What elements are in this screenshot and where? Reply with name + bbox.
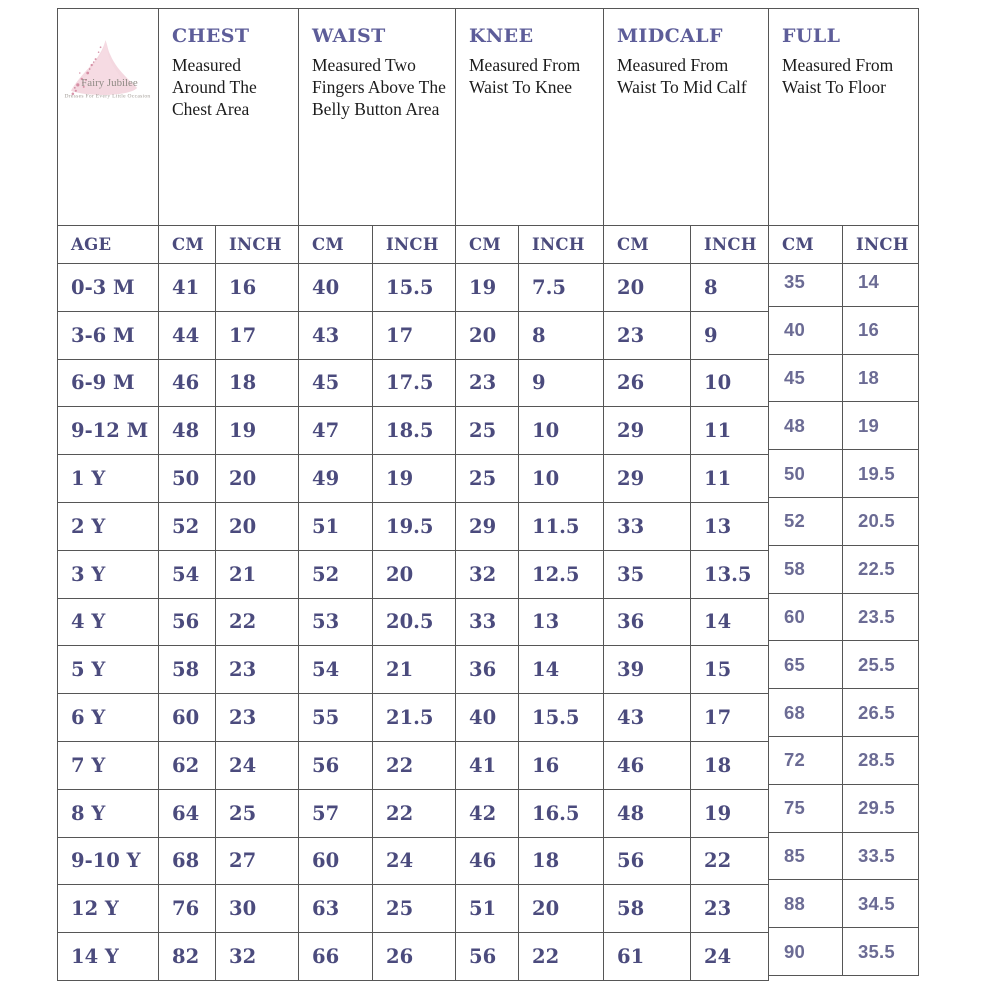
group-header-chest	[159, 9, 299, 226]
midcalf-cm-cell: 23	[604, 312, 691, 360]
full-cm-cell: 68	[769, 689, 843, 737]
chest-inch-cell: 19	[216, 407, 299, 455]
knee-inch-cell: 12.5	[519, 551, 604, 599]
age-cell: 14 Y	[58, 933, 159, 981]
chest-cm-cell: 54	[159, 551, 216, 599]
midcalf-cm-cell: 33	[604, 503, 691, 551]
knee-inch-cell: 11.5	[519, 503, 604, 551]
knee-inch-cell: 14	[519, 646, 604, 694]
full-inch-cell: 35.5	[843, 928, 919, 976]
waist-inch-cell: 24	[373, 838, 456, 886]
full-cm-cell: 52	[769, 498, 843, 546]
full-inch-cell: 22.5	[843, 546, 919, 594]
full-inch-cell: 19.5	[843, 450, 919, 498]
knee-cm-cell: 41	[456, 742, 519, 790]
waist-inch-cell: 22	[373, 790, 456, 838]
full-cm-cell: 58	[769, 546, 843, 594]
full-inch-cell: 26.5	[843, 689, 919, 737]
knee-cm-cell: 19	[456, 264, 519, 312]
waist-cm-cell: 56	[299, 742, 373, 790]
age-cell: 1 Y	[58, 455, 159, 503]
chest-cm-cell: 46	[159, 360, 216, 408]
midcalf-cm-cell: 56	[604, 838, 691, 886]
knee-cm-cell: 25	[456, 455, 519, 503]
group-header-knee	[456, 9, 604, 226]
age-cell: 9-10 Y	[58, 838, 159, 886]
group-header-full	[769, 9, 919, 226]
waist-inch-cell: 17.5	[373, 360, 456, 408]
age-column-header: AGE	[58, 226, 159, 264]
group-title-chest: CHEST	[172, 25, 250, 47]
waist-cm-cell: 43	[299, 312, 373, 360]
waist-inch-cell: 20.5	[373, 599, 456, 647]
age-cell: 2 Y	[58, 503, 159, 551]
waist-cm-cell: 63	[299, 885, 373, 933]
midcalf-inch-cell: 11	[691, 455, 769, 503]
knee-inch-column-header: INCH	[519, 226, 604, 264]
chest-inch-cell: 22	[216, 599, 299, 647]
knee-inch-cell: 10	[519, 407, 604, 455]
chest-cm-cell: 56	[159, 599, 216, 647]
midcalf-inch-cell: 13	[691, 503, 769, 551]
knee-cm-cell: 33	[456, 599, 519, 647]
full-cm-cell: 85	[769, 833, 843, 881]
midcalf-cm-cell: 58	[604, 885, 691, 933]
waist-inch-cell: 21	[373, 646, 456, 694]
knee-inch-cell: 13	[519, 599, 604, 647]
waist-inch-cell: 19	[373, 455, 456, 503]
full-cm-cell: 72	[769, 737, 843, 785]
chest-inch-cell: 32	[216, 933, 299, 981]
waist-cm-cell: 54	[299, 646, 373, 694]
chest-cm-cell: 50	[159, 455, 216, 503]
midcalf-inch-cell: 14	[691, 599, 769, 647]
chest-cm-cell: 60	[159, 694, 216, 742]
waist-cm-column-header: CM	[299, 226, 373, 264]
chest-inch-cell: 23	[216, 646, 299, 694]
knee-inch-cell: 15.5	[519, 694, 604, 742]
chest-inch-cell: 20	[216, 503, 299, 551]
age-cell: 8 Y	[58, 790, 159, 838]
midcalf-cm-cell: 29	[604, 455, 691, 503]
age-cell: 6-9 M	[58, 360, 159, 408]
waist-cm-cell: 57	[299, 790, 373, 838]
knee-cm-cell: 46	[456, 838, 519, 886]
knee-cm-cell: 29	[456, 503, 519, 551]
waist-cm-cell: 40	[299, 264, 373, 312]
full-cm-cell: 45	[769, 355, 843, 403]
full-cm-cell: 75	[769, 785, 843, 833]
full-inch-cell: 18	[843, 355, 919, 403]
chest-inch-cell: 27	[216, 838, 299, 886]
knee-inch-cell: 10	[519, 455, 604, 503]
full-cm-cell: 88	[769, 880, 843, 928]
size-chart-table	[57, 8, 919, 981]
age-cell: 6 Y	[58, 694, 159, 742]
waist-cm-cell: 52	[299, 551, 373, 599]
chest-inch-cell: 21	[216, 551, 299, 599]
full-inch-cell: 28.5	[843, 737, 919, 785]
age-cell: 9-12 M	[58, 407, 159, 455]
knee-inch-cell: 22	[519, 933, 604, 981]
full-cm-cell: 48	[769, 402, 843, 450]
knee-inch-cell: 7.5	[519, 264, 604, 312]
midcalf-cm-cell: 36	[604, 599, 691, 647]
chest-cm-cell: 62	[159, 742, 216, 790]
full-inch-cell: 33.5	[843, 833, 919, 881]
full-inch-cell: 20.5	[843, 498, 919, 546]
full-inch-cell: 29.5	[843, 785, 919, 833]
knee-cm-cell: 23	[456, 360, 519, 408]
waist-cm-cell: 47	[299, 407, 373, 455]
chest-cm-cell: 68	[159, 838, 216, 886]
group-desc-waist: Measured Two Fingers Above The Belly Button Area	[312, 55, 446, 120]
group-title-full: FULL	[782, 25, 841, 47]
knee-cm-column-header: CM	[456, 226, 519, 264]
waist-inch-cell: 18.5	[373, 407, 456, 455]
group-desc-midcalf: Measured From Waist To Mid Calf	[617, 55, 747, 98]
midcalf-cm-cell: 43	[604, 694, 691, 742]
midcalf-cm-cell: 29	[604, 407, 691, 455]
age-cell: 3-6 M	[58, 312, 159, 360]
full-inch-cell: 25.5	[843, 641, 919, 689]
age-cell: 3 Y	[58, 551, 159, 599]
knee-inch-cell: 20	[519, 885, 604, 933]
group-desc-chest: Measured Around The Chest Area	[172, 55, 257, 120]
knee-inch-cell: 16	[519, 742, 604, 790]
group-header-waist	[299, 9, 456, 226]
chest-cm-column-header: CM	[159, 226, 216, 264]
group-title-midcalf: MIDCALF	[617, 25, 723, 47]
waist-cm-cell: 51	[299, 503, 373, 551]
knee-cm-cell: 51	[456, 885, 519, 933]
midcalf-inch-cell: 18	[691, 742, 769, 790]
age-cell: 5 Y	[58, 646, 159, 694]
knee-inch-cell: 18	[519, 838, 604, 886]
group-title-knee: KNEE	[469, 25, 534, 47]
age-cell: 0-3 M	[58, 264, 159, 312]
waist-inch-cell: 15.5	[373, 264, 456, 312]
chest-cm-cell: 48	[159, 407, 216, 455]
full-inch-cell: 14	[843, 259, 919, 307]
full-cm-cell: 50	[769, 450, 843, 498]
midcalf-inch-cell: 10	[691, 360, 769, 408]
dress-logo-icon	[58, 35, 157, 107]
full-cm-column-header: CM	[769, 226, 843, 264]
chest-inch-cell: 23	[216, 694, 299, 742]
knee-cm-cell: 36	[456, 646, 519, 694]
waist-inch-cell: 21.5	[373, 694, 456, 742]
age-cell: 4 Y	[58, 599, 159, 647]
knee-cm-cell: 56	[456, 933, 519, 981]
chest-cm-cell: 44	[159, 312, 216, 360]
midcalf-cm-cell: 48	[604, 790, 691, 838]
brand-name: Fairy Jubilee	[81, 76, 138, 89]
waist-cm-cell: 49	[299, 455, 373, 503]
chest-inch-cell: 18	[216, 360, 299, 408]
chest-cm-cell: 76	[159, 885, 216, 933]
chest-cm-cell: 82	[159, 933, 216, 981]
chest-inch-cell: 24	[216, 742, 299, 790]
waist-cm-cell: 55	[299, 694, 373, 742]
midcalf-inch-column-header: INCH	[691, 226, 769, 264]
full-inch-cell: 16	[843, 307, 919, 355]
chest-inch-column-header: INCH	[216, 226, 299, 264]
chest-inch-cell: 25	[216, 790, 299, 838]
full-inch-column-header: INCH	[843, 226, 919, 264]
waist-cm-cell: 45	[299, 360, 373, 408]
waist-inch-cell: 22	[373, 742, 456, 790]
full-cm-cell: 65	[769, 641, 843, 689]
chest-inch-cell: 30	[216, 885, 299, 933]
full-cm-cell: 35	[769, 259, 843, 307]
waist-inch-cell: 19.5	[373, 503, 456, 551]
knee-inch-cell: 9	[519, 360, 604, 408]
midcalf-inch-cell: 8	[691, 264, 769, 312]
brand-logo	[58, 9, 159, 226]
full-inch-cell: 19	[843, 402, 919, 450]
group-title-waist: WAIST	[312, 25, 386, 47]
midcalf-inch-cell: 22	[691, 838, 769, 886]
midcalf-inch-cell: 24	[691, 933, 769, 981]
full-inch-cell: 34.5	[843, 880, 919, 928]
midcalf-inch-cell: 23	[691, 885, 769, 933]
midcalf-cm-cell: 35	[604, 551, 691, 599]
midcalf-cm-cell: 46	[604, 742, 691, 790]
chest-inch-cell: 16	[216, 264, 299, 312]
chest-cm-cell: 64	[159, 790, 216, 838]
knee-inch-cell: 8	[519, 312, 604, 360]
knee-cm-cell: 40	[456, 694, 519, 742]
midcalf-cm-column-header: CM	[604, 226, 691, 264]
midcalf-inch-cell: 15	[691, 646, 769, 694]
midcalf-cm-cell: 39	[604, 646, 691, 694]
knee-cm-cell: 42	[456, 790, 519, 838]
midcalf-inch-cell: 9	[691, 312, 769, 360]
chest-inch-cell: 20	[216, 455, 299, 503]
brand-tagline: Dresses For Every Little Occasion	[64, 93, 151, 100]
midcalf-inch-cell: 13.5	[691, 551, 769, 599]
knee-cm-cell: 25	[456, 407, 519, 455]
midcalf-inch-cell: 17	[691, 694, 769, 742]
full-cm-cell: 90	[769, 928, 843, 976]
full-cm-cell: 60	[769, 594, 843, 642]
midcalf-cm-cell: 20	[604, 264, 691, 312]
full-inch-cell: 23.5	[843, 594, 919, 642]
waist-inch-cell: 20	[373, 551, 456, 599]
chest-cm-cell: 58	[159, 646, 216, 694]
full-cm-cell: 40	[769, 307, 843, 355]
midcalf-cm-cell: 61	[604, 933, 691, 981]
chest-inch-cell: 17	[216, 312, 299, 360]
waist-inch-cell: 25	[373, 885, 456, 933]
age-cell: 12 Y	[58, 885, 159, 933]
waist-cm-cell: 53	[299, 599, 373, 647]
midcalf-cm-cell: 26	[604, 360, 691, 408]
midcalf-inch-cell: 19	[691, 790, 769, 838]
group-desc-full: Measured From Waist To Floor	[782, 55, 894, 98]
midcalf-inch-cell: 11	[691, 407, 769, 455]
knee-cm-cell: 32	[456, 551, 519, 599]
waist-inch-cell: 26	[373, 933, 456, 981]
knee-inch-cell: 16.5	[519, 790, 604, 838]
waist-cm-cell: 60	[299, 838, 373, 886]
chest-cm-cell: 52	[159, 503, 216, 551]
chest-cm-cell: 41	[159, 264, 216, 312]
waist-inch-cell: 17	[373, 312, 456, 360]
waist-cm-cell: 66	[299, 933, 373, 981]
group-header-midcalf	[604, 9, 769, 226]
group-desc-knee: Measured From Waist To Knee	[469, 55, 581, 98]
knee-cm-cell: 20	[456, 312, 519, 360]
waist-inch-column-header: INCH	[373, 226, 456, 264]
age-cell: 7 Y	[58, 742, 159, 790]
